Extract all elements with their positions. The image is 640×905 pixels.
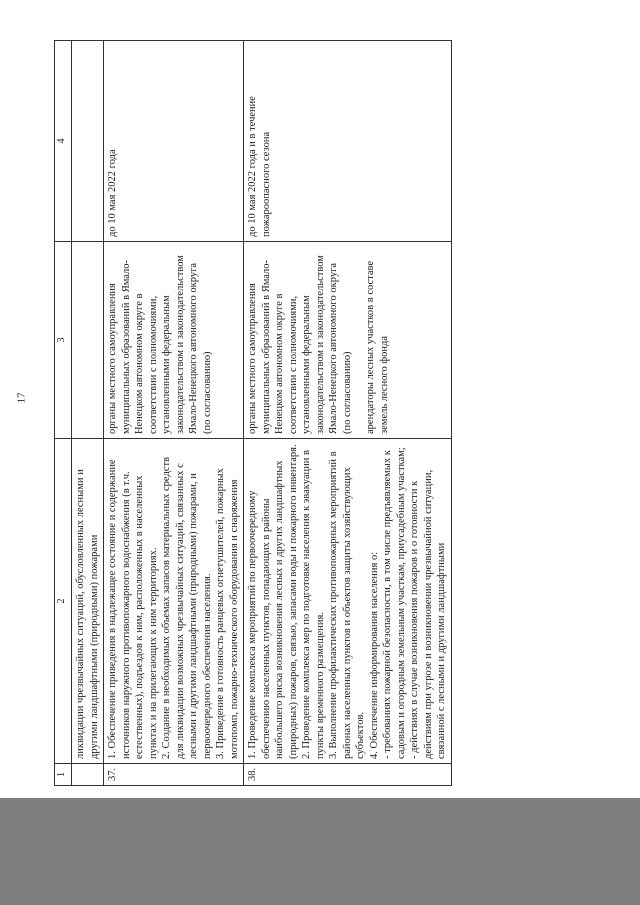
row-executors: органы местного самоуправления муниципальных образований в Ямало-Ненецком автономном округе в соответствии с полномочиями, установленными федеральным законодательством и законодательством Ямало-Ненецкого автономного округа (по согласованию) <box>247 255 353 434</box>
page-number: 17 <box>15 392 28 404</box>
scan-background <box>0 798 640 905</box>
row-number: 38. <box>244 764 452 786</box>
continuation-executors-cell <box>72 242 104 439</box>
header-col-2: 2 <box>55 439 72 764</box>
header-col-1: 1 <box>55 764 72 786</box>
table-row <box>104 41 244 786</box>
row-executors-extra: арендаторы лесных участков в составе земель лесного фонда <box>365 260 390 434</box>
header-col-3: 3 <box>55 242 72 439</box>
row-executors: органы местного самоуправления муниципальных образований в Ямало-Ненецком автономном округе в соответствии с полномочиями, установленными федеральным законодательством и законодательством Ямало-Ненецкого автономного округа (по согласованию) <box>107 255 213 434</box>
row-deadline: до 10 мая 2022 года и в течение пожароопасного сезона <box>244 41 452 242</box>
row-executors-cell <box>244 242 452 439</box>
row-measures: 1. Обеспечение приведения в надлежащее состояние и содержание источников наружного противопожарного водоснабжения (в т.ч. естественных), подъездов к ним, расположенных в населенных пунктах и на прилегающих к ним территориях. 2. Создание в необходимых объемах запасов материальных средств для ликвидации возможных чрезвычайных ситуаций, связанных с лесными и другими ландшафтными (природными) пожарами, и первоочередного обеспечения населения. 3. Приведение в готовность ранцевых огнетушителей, пожарных мотопомп, пожарно-технического оборудования и снаряжения <box>104 439 244 764</box>
continuation-text: ликвидации чрезвычайных ситуаций, обусловленных лесными и другими ландшафтными (природными) пожарами <box>72 439 104 764</box>
table-row-continuation <box>72 41 104 786</box>
row-measures: 1. Проведение комплекса мероприятий по первоочередному обеспечению населенных пунктов, попадающих в районы наибольшего риска возникновения лесных и других ландшафтных (природных) пожаров, связью, запасами воды и пожарного инвентаря. 2. Проведение комплекса мер по подготовке населения к эвакуации в пункты временного размещения. 3. Выполнение профилактических противопожарных мероприятий в районах населенных пунктов и объектов защиты хозяйствующих субъектов. 4. Обеспечение информирования населения о: - требованиях пожарной безопасности, в том числе предъявляемых к садовым и огородным земельным участкам, приусадебным участкам; - действиях в случае возникновения пожаров и о готовности к действиям при угрозе и возникновении чрезвычайной ситуации, связанной с лесными и другими ландшафтными <box>244 439 452 764</box>
schedule-table <box>54 40 452 786</box>
table-header-row <box>55 41 72 786</box>
row-number: 37. <box>104 764 244 786</box>
row-executors-cell <box>104 242 244 439</box>
row-deadline: до 10 мая 2022 года <box>104 41 244 242</box>
table-row <box>244 41 452 786</box>
header-col-4: 4 <box>55 41 72 242</box>
continuation-num-cell <box>72 764 104 786</box>
continuation-deadline-cell <box>72 41 104 242</box>
rotated-table-frame <box>54 41 592 786</box>
